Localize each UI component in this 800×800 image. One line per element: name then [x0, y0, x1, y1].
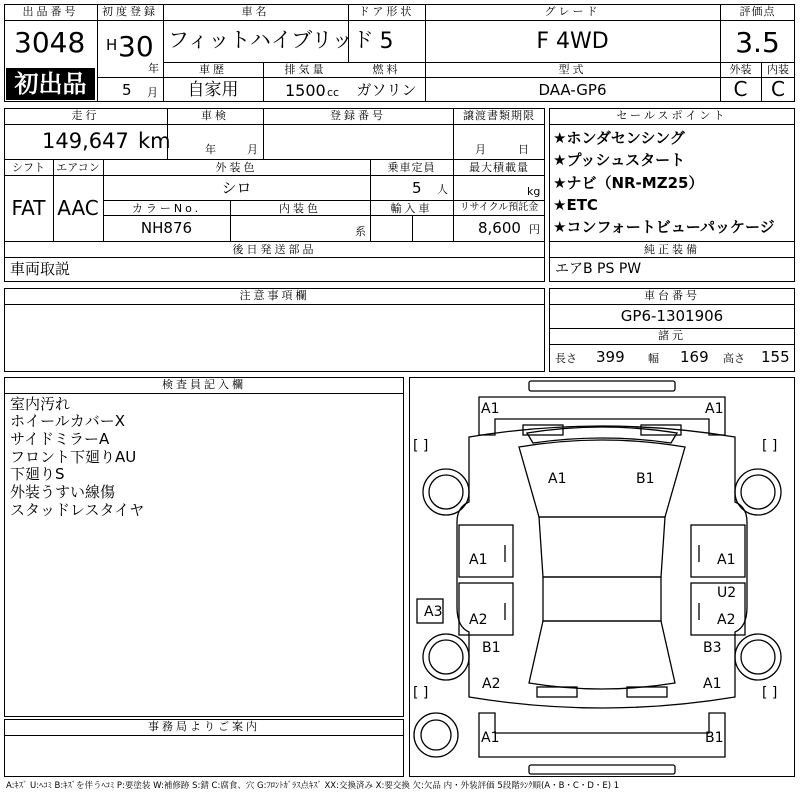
year-unit: 年 [148, 62, 159, 75]
right-bracket-marker: [ ] [762, 438, 778, 454]
inspector-note: 外装うすい線傷 [10, 483, 116, 501]
damage-tag: A2 [482, 676, 501, 692]
rear-bumper [479, 713, 725, 757]
history-label: 車歴 [199, 63, 227, 76]
divider [97, 4, 98, 102]
exterior-grade: C [733, 77, 748, 101]
divider [412, 215, 413, 241]
inspection-year-unit: 年 [205, 143, 216, 156]
rear-right-wheel [735, 634, 781, 680]
exterior-color-value: シロ [221, 179, 252, 197]
sales-point-item: ★ホンダセンシング [553, 129, 685, 147]
equipment-label: 純正装備 [644, 243, 700, 256]
transfer-docs-label: 譲渡書類期限 [463, 109, 535, 122]
inspector-note: 室内汚れ [10, 395, 71, 413]
divider [549, 241, 795, 242]
spare-wheel-inner [421, 720, 451, 750]
car-body-outline [457, 426, 747, 708]
lot-number: 3048 [14, 26, 86, 59]
registration-number-label: 登録番号 [330, 109, 386, 122]
divider [4, 735, 404, 736]
first-listing-badge-text: 初出品 [14, 70, 87, 98]
door-value: 5 [379, 29, 394, 54]
height-label: 高さ [723, 352, 745, 365]
rear-left-wheel-inner [429, 640, 463, 674]
divider [4, 257, 545, 258]
chassis-label: 車台番号 [644, 289, 700, 302]
damage-tag: B1 [705, 730, 724, 746]
capacity-label: 乗車定員 [387, 161, 436, 174]
front-grille-left [523, 425, 563, 435]
first-registration-label: 初度登録 [102, 5, 158, 18]
mileage-unit: km [138, 129, 171, 153]
mileage-value: 149,647 [42, 129, 129, 153]
transfer-day-unit: 日 [518, 143, 529, 156]
divider [97, 20, 720, 21]
color-no-label: カラーNo. [131, 202, 202, 215]
displacement-value: 1500 [285, 81, 326, 100]
front-grille-right [641, 425, 681, 435]
front-bumper-strip [529, 381, 675, 391]
damage-tag: B1 [482, 640, 501, 656]
front-left-wheel-inner [429, 475, 463, 509]
interior-color-unit: 系 [355, 225, 366, 238]
car-name-label: 車名 [241, 5, 270, 18]
rear-bumper-strip [529, 765, 675, 774]
divider [97, 77, 720, 78]
office-label: 事務局よりご案内 [148, 720, 260, 733]
rear-deck [529, 621, 675, 689]
damage-tag: A1 [481, 730, 500, 746]
footer-legend: A:ｷｽﾞ U:ﾍｺﾐ B:ｷｽﾞを伴うﾍｺﾐ P:要塗装 W:補修跡 S:錆 C:腐食、穴 G:ﾌﾛﾝﾄｶﾞﾗｽ点ｷｽﾞ XX:交換済み X:要交換 欠:欠品 内・外装評価 5段階ﾗﾝｸ順(A・B・C・D・E) 1 [6, 781, 620, 791]
damage-tag: A2 [469, 612, 488, 628]
right-bracket-marker: [ ] [762, 685, 778, 701]
displacement-label: 排気量 [284, 63, 327, 76]
sales-point-item: ★プッシュスタート [553, 151, 686, 169]
chassis-number: GP6-1301906 [620, 307, 724, 325]
max-load-unit: kg [527, 185, 541, 198]
mileage-label: 走行 [71, 109, 100, 122]
recycle-label: リサイクル預託金 [459, 202, 539, 213]
registration-month: 5 [122, 81, 132, 99]
later-parts-label: 後日発送部品 [232, 243, 317, 256]
fuel-label: 燃料 [372, 63, 401, 76]
front-left-wheel [423, 469, 469, 515]
divider [549, 344, 795, 345]
month-unit: 月 [147, 86, 158, 99]
damage-tag: A1 [481, 401, 500, 417]
fuel-value: ガソリン [356, 81, 417, 99]
inspection-month-unit: 月 [247, 143, 258, 156]
notes-label: 注意事項欄 [239, 289, 310, 302]
sales-points-label: セールスポイント [616, 109, 728, 122]
damage-tag: B3 [703, 640, 722, 656]
cabin-center [543, 577, 661, 621]
inspector-note: ホイールカバーX [10, 412, 125, 430]
lot-number-label: 出品番号 [22, 5, 79, 18]
sales-point-item: ★ナビ（NR-MZ25） [553, 174, 704, 192]
ac-label: エアコン [56, 161, 100, 174]
divider [4, 175, 545, 176]
sales-point-item: ★ETC [553, 196, 598, 214]
score-value: 3.5 [735, 26, 780, 59]
sales-point-item: ★コンフォートビューパッケージ [553, 218, 775, 236]
equipment-value: エアB PS PW [555, 261, 642, 277]
specs-label: 諸元 [658, 329, 686, 342]
width-value: 169 [680, 348, 709, 366]
length-value: 399 [596, 348, 625, 366]
score-label: 評価点 [739, 5, 776, 18]
capacity-unit: 人 [437, 183, 448, 196]
divider [4, 159, 545, 160]
divider [103, 215, 545, 216]
car-diagram [409, 377, 795, 777]
shift-value: FAT [11, 196, 46, 220]
interior-grade: C [771, 77, 785, 101]
registration-year: 30 [118, 30, 154, 63]
roof [539, 517, 665, 577]
inspector-note: フロント下廻りAU [10, 448, 137, 466]
later-parts-value: 車両取説 [10, 260, 71, 278]
divider [720, 20, 795, 21]
damage-tag: B1 [636, 471, 655, 487]
interior-color-label: 内装色 [279, 202, 321, 215]
ac-value: AAC [57, 196, 99, 220]
rear-right-wheel-inner [741, 640, 775, 674]
inspector-note: スタッドレスタイヤ [10, 501, 145, 519]
history-value: 自家用 [187, 80, 239, 100]
grade-value: F 4WD [536, 29, 609, 54]
inspector-label: 検査員記入欄 [162, 378, 246, 391]
width-label: 幅 [648, 352, 659, 365]
exterior-grade-label: 外装 [729, 63, 752, 76]
damage-tag: A1 [717, 552, 736, 568]
front-bumper [479, 397, 725, 435]
interior-grade-label: 内装 [767, 63, 789, 76]
left-bracket-marker: [ ] [413, 685, 429, 701]
height-value: 155 [761, 348, 790, 366]
divider [4, 124, 545, 125]
import-label: 輸入車 [390, 202, 433, 215]
inspector-note: サイドミラーA [10, 430, 110, 448]
divider [4, 304, 545, 305]
recycle-unit: 円 [529, 223, 540, 236]
hood [519, 440, 685, 517]
divider [103, 200, 545, 201]
damage-tag: A3 [424, 604, 443, 620]
damage-tag: A1 [705, 401, 724, 417]
divider [549, 257, 795, 258]
damage-tag: A1 [703, 676, 722, 692]
shift-label: シフト [12, 161, 45, 174]
damage-tag: A2 [717, 612, 736, 628]
car-name: フィットハイブリッド [168, 28, 374, 52]
model-value: DAA-GP6 [538, 81, 607, 99]
model-label: 型式 [558, 63, 587, 76]
capacity-value: 5 [412, 179, 422, 197]
divider [549, 304, 795, 305]
front-right-wheel [735, 469, 781, 515]
door-label: ドア形状 [358, 5, 415, 18]
damage-tag: A1 [548, 471, 567, 487]
divider [163, 62, 720, 63]
left-bracket-marker: [ ] [413, 438, 429, 454]
length-label: 長さ [555, 352, 577, 365]
damage-tag: A1 [469, 552, 488, 568]
divider [549, 124, 795, 125]
inspection-label: 車検 [201, 109, 229, 122]
divider [4, 393, 404, 394]
era-prefix: H [106, 36, 118, 54]
displacement-unit: cc [327, 86, 340, 99]
front-right-wheel-inner [741, 475, 775, 509]
color-no-value: NH876 [140, 219, 193, 237]
grade-label: グレード [544, 5, 601, 18]
rear-left-wheel [423, 634, 469, 680]
recycle-value: 8,600 [478, 219, 521, 237]
exterior-color-label: 外装色 [215, 161, 258, 174]
divider [4, 241, 545, 242]
divider [4, 20, 97, 21]
damage-tag: U2 [717, 585, 737, 601]
inspector-note: 下廻りS [10, 465, 65, 483]
max-load-label: 最大積載量 [469, 161, 529, 174]
transfer-month-unit: 月 [475, 143, 486, 156]
